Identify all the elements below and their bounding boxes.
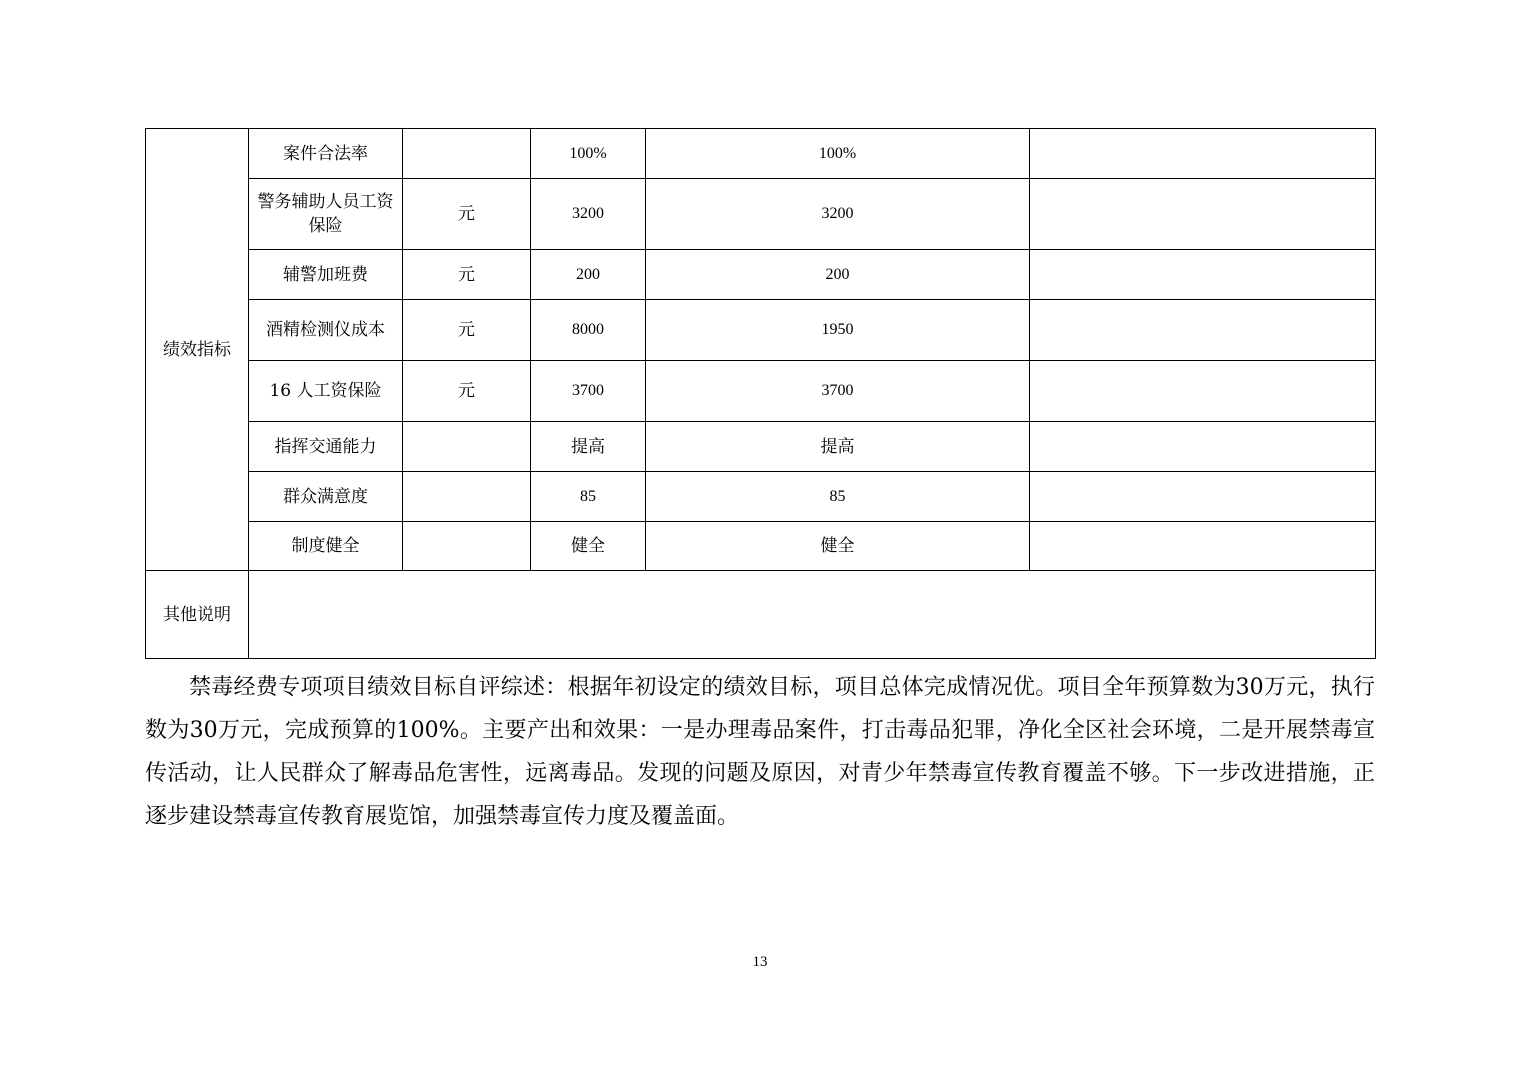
actual-value-cell: 100% — [646, 129, 1030, 179]
table-row — [146, 422, 1376, 472]
indicator-name-cell: 指挥交通能力 — [249, 422, 403, 472]
group-label-cell: 绩效指标 — [146, 129, 249, 571]
note-cell — [1030, 129, 1376, 179]
actual-value-cell: 健全 — [646, 522, 1030, 571]
indicator-name-cell: 16 人工资保险 — [249, 361, 403, 422]
indicator-name-cell: 制度健全 — [249, 522, 403, 571]
actual-value-cell: 85 — [646, 472, 1030, 522]
unit-cell: 元 — [403, 179, 531, 250]
unit-cell: 元 — [403, 300, 531, 361]
target-value-cell: 提高 — [531, 422, 646, 472]
unit-cell — [403, 129, 531, 179]
unit-cell — [403, 472, 531, 522]
actual-value-cell: 1950 — [646, 300, 1030, 361]
actual-value-cell: 3200 — [646, 179, 1030, 250]
indicator-name-cell: 群众满意度 — [249, 472, 403, 522]
other-value-cell — [249, 571, 1376, 659]
note-cell — [1030, 300, 1376, 361]
target-value-cell: 200 — [531, 250, 646, 300]
note-cell — [1030, 422, 1376, 472]
table-row-other — [146, 571, 1376, 659]
unit-cell: 元 — [403, 250, 531, 300]
target-value-cell: 100% — [531, 129, 646, 179]
target-value-cell: 8000 — [531, 300, 646, 361]
table-row — [146, 129, 1376, 179]
indicator-name-cell: 辅警加班费 — [249, 250, 403, 300]
indicator-name-cell: 警务辅助人员工资保险 — [249, 179, 403, 250]
page-number: 13 — [752, 954, 768, 970]
other-label-cell: 其他说明 — [146, 571, 249, 659]
target-value-cell: 85 — [531, 472, 646, 522]
table-row — [146, 179, 1376, 250]
table-row — [146, 472, 1376, 522]
summary-paragraph: 禁毒经费专项项目绩效目标自评综述：根据年初设定的绩效目标，项目总体完成情况优。项目全年预算数为30万元，执行数为30万元，完成预算的100%。主要产出和效果：一是办理毒品案件，打击毒品犯罪，净化全区社会环境，二是开展禁毒宣传活动，让人民群众了解毒品危害性，远离毒品。发现的问题及原因，对青少年禁毒宣传教育覆盖不够。下一步改进措施，正逐步建设禁毒宣传教育展览馆，加强禁毒宣传力度及覆盖面。 — [145, 675, 1375, 829]
actual-value-cell: 3700 — [646, 361, 1030, 422]
unit-cell — [403, 522, 531, 571]
unit-cell — [403, 422, 531, 472]
unit-cell: 元 — [403, 361, 531, 422]
indicator-name-cell: 案件合法率 — [249, 129, 403, 179]
note-cell — [1030, 179, 1376, 250]
note-cell — [1030, 522, 1376, 571]
target-value-cell: 3700 — [531, 361, 646, 422]
note-cell — [1030, 472, 1376, 522]
table-row — [146, 522, 1376, 571]
performance-indicator-table — [145, 128, 1376, 659]
actual-value-cell: 提高 — [646, 422, 1030, 472]
target-value-cell: 健全 — [531, 522, 646, 571]
table-row — [146, 300, 1376, 361]
note-cell — [1030, 361, 1376, 422]
actual-value-cell: 200 — [646, 250, 1030, 300]
note-cell — [1030, 250, 1376, 300]
indicator-name-cell: 酒精检测仪成本 — [249, 300, 403, 361]
table-row — [146, 361, 1376, 422]
target-value-cell: 3200 — [531, 179, 646, 250]
table-row — [146, 250, 1376, 300]
